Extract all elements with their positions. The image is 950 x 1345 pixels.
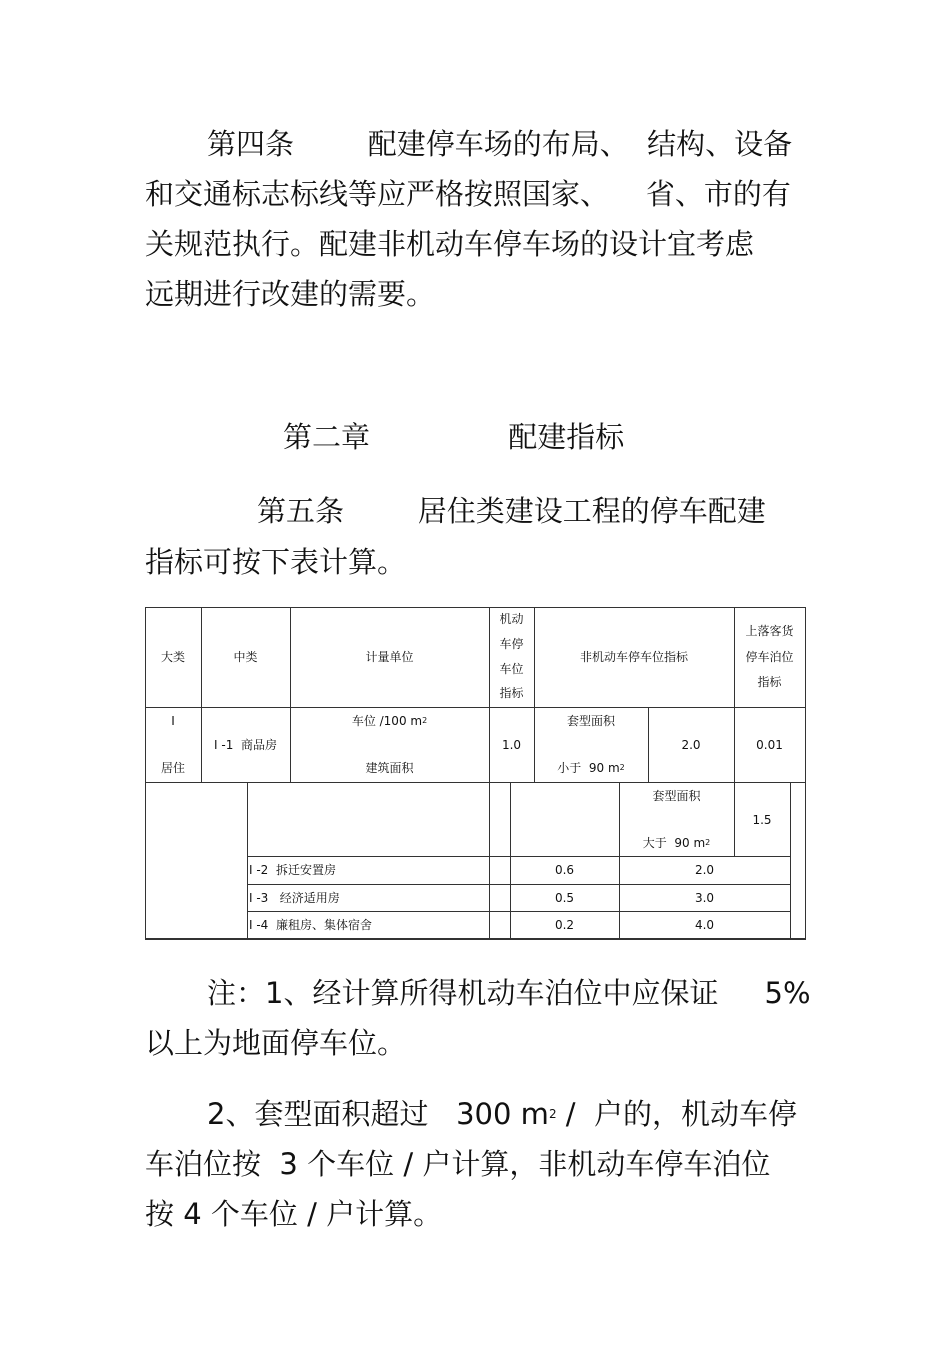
note2-line1: 2、套型面积超过 300 $m^2$ / 户的，机动车停: [207, 1097, 798, 1131]
row4-minor: Ⅰ -4 廉租房、集体宿舍: [249, 918, 372, 932]
row1-minor: Ⅰ -1 商品房: [214, 738, 277, 752]
header-motor-4: 指标: [499, 686, 524, 700]
chapter-heading: 第二章 配建指标: [283, 420, 625, 454]
row2-minor: Ⅰ -2 拆迁安置房: [249, 863, 336, 877]
note1-line1: 注：1、经计算所得机动车泊位中应保证 5%: [207, 976, 811, 1010]
header-loading-1: 上落客货: [745, 624, 794, 638]
header-loading-2: 停车泊位: [745, 650, 794, 664]
row3-motor: 0.5: [554, 891, 575, 905]
header-loading-3: 指标: [757, 675, 782, 689]
article5-line1: 第五条 居住类建设工程的停车配建: [257, 494, 766, 528]
header-minor: 中类: [233, 650, 258, 664]
header-major: 大类: [160, 650, 185, 664]
article4-line2: 和交通标志标线等应严格按照国家、 省、市的有: [145, 177, 791, 211]
major-symbol: Ⅰ: [171, 714, 175, 728]
cond-large-line1: 套型面积: [652, 789, 701, 803]
row4-motor: 0.2: [554, 918, 575, 932]
note1-line2: 以上为地面停车位。: [145, 1026, 407, 1060]
cond-large-line2: 大于 90 $m^2$: [642, 836, 711, 850]
article5-line2: 指标可按下表计算。: [145, 545, 407, 579]
note2-line2: 车泊位按 3 个车位 / 户计算，非机动车停车泊位: [145, 1147, 771, 1181]
row2-nonmotor: 2.0: [694, 863, 715, 877]
row1-motor: 1.0: [501, 738, 522, 752]
row4-nonmotor: 4.0: [694, 918, 715, 932]
nonmotor-large: 1.5: [752, 813, 772, 827]
cond-small-line2: 小于 90 $m^2$: [557, 761, 625, 775]
header-nonmotor: 非机动车停车位指标: [579, 650, 688, 664]
row3-nonmotor: 3.0: [694, 891, 715, 905]
row3-minor: Ⅰ -3 经济适用房: [249, 891, 340, 905]
row1-unit-line2: 建筑面积: [365, 761, 414, 775]
header-motor-2: 车停: [499, 637, 524, 651]
header-motor-1: 机动: [499, 612, 524, 626]
row2-motor: 0.6: [554, 863, 575, 877]
article4-line4: 远期进行改建的需要。: [145, 277, 436, 311]
article4-line3: 关规范执行。配建非机动车停车场的设计宜考虑: [145, 227, 755, 261]
cond-small-line1: 套型面积: [566, 714, 615, 728]
header-unit: 计量单位: [365, 650, 414, 664]
major-name: 居住: [160, 761, 185, 775]
article4-line1: 第四条 配建停车场的布局、 结构、设备: [207, 127, 793, 161]
row1-unit-line1: 车位 /100 $m^2$: [351, 714, 428, 728]
row1-loading: 0.01: [756, 738, 783, 752]
header-motor-3: 车位: [499, 662, 524, 676]
note2-line3: 按 4 个车位 / 户计算。: [145, 1197, 443, 1231]
nonmotor-small: 2.0: [681, 738, 701, 752]
